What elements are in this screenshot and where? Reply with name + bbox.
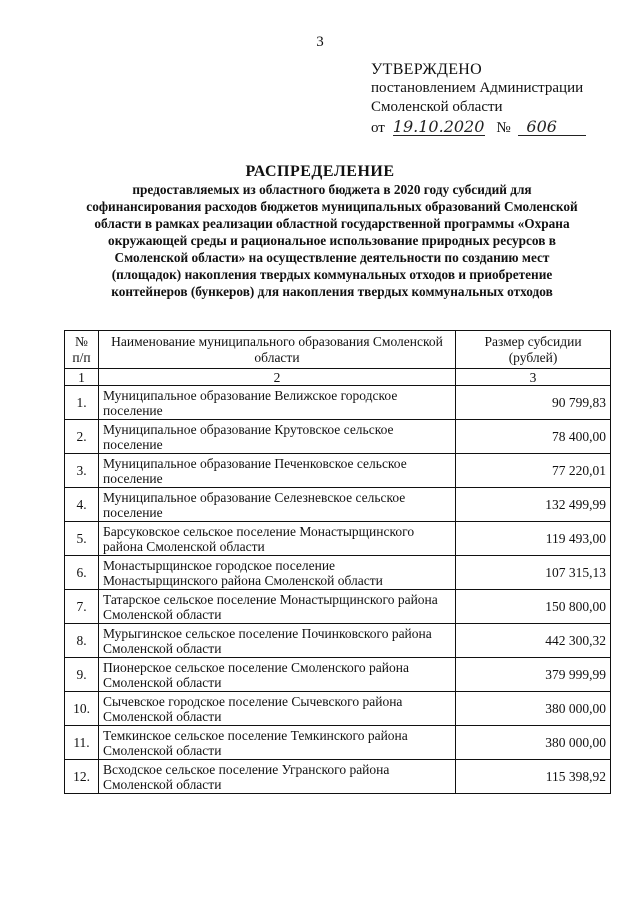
row-name: Барсуковское сельское поселение Монастырщинского района Смоленской области (99, 522, 456, 556)
table-row (65, 386, 611, 420)
document-title: РАСПРЕДЕЛЕНИЕ (245, 163, 395, 180)
table-row (65, 760, 611, 794)
row-amount: 132 499,99 (456, 488, 611, 522)
row-amount: 115 398,92 (456, 760, 611, 794)
row-name: Монастырщинское городское поселение Монастырщинского района Смоленской области (99, 556, 456, 590)
index-cell: 2 (99, 369, 456, 386)
header-num: № п/п (65, 331, 99, 369)
row-amount: 379 999,99 (456, 658, 611, 692)
approval-date-line (371, 119, 621, 138)
approval-line-2: Смоленской области (371, 99, 503, 115)
row-name: Мурыгинское сельское поселение Починковского района Смоленской области (99, 624, 456, 658)
row-amount: 380 000,00 (456, 692, 611, 726)
row-name: Сычевское городское поселение Сычевского района Смоленской области (99, 692, 456, 726)
row-amount: 90 799,83 (456, 386, 611, 420)
header-amount: Размер субсидии (рублей) (456, 331, 611, 369)
row-number: 2. (65, 420, 99, 454)
handwritten-date: 19.10.2020 (392, 117, 485, 136)
row-number: 10. (65, 692, 99, 726)
page-number: 3 (316, 34, 324, 50)
table-row (65, 624, 611, 658)
row-name: Муниципальное образование Селезневское сельское поселение (99, 488, 456, 522)
table-row (65, 556, 611, 590)
table-row (65, 692, 611, 726)
row-name: Всходское сельское поселение Угранского района Смоленской области (99, 760, 456, 794)
table-row (65, 488, 611, 522)
handwritten-number: 606 (518, 119, 586, 136)
approval-block (371, 60, 621, 138)
table-header-row (65, 331, 611, 369)
row-amount: 150 800,00 (456, 590, 611, 624)
table-row (65, 522, 611, 556)
row-number: 9. (65, 658, 99, 692)
row-number: 4. (65, 488, 99, 522)
table-row (65, 658, 611, 692)
table-row (65, 590, 611, 624)
row-amount: 78 400,00 (456, 420, 611, 454)
row-name: Муниципальное образование Печенковское сельское поселение (99, 454, 456, 488)
date-prefix: от (371, 120, 385, 136)
row-amount: 107 315,13 (456, 556, 611, 590)
document-subtitle: предоставляемых из областного бюджета в 2020 году субсидий для софинансирования расходов бюджетов муниципальных образований Смоленской области в рамках реализации областной государственной программы «Охрана окружающей среды и рациональное использование природных ресурсов в Смоленской области» на осуществление деятельности по созданию мест (площадок) накопления твердых коммунальных отходов и приобретение контейнеров (бункеров) для накопления твердых коммунальных отходов (86, 182, 578, 299)
row-name: Темкинское сельское поселение Темкинского района Смоленской области (99, 726, 456, 760)
row-amount: 119 493,00 (456, 522, 611, 556)
row-number: 3. (65, 454, 99, 488)
row-name: Муниципальное образование Велижское городское поселение (99, 386, 456, 420)
row-number: 8. (65, 624, 99, 658)
index-cell: 3 (456, 369, 611, 386)
row-name: Пионерское сельское поселение Смоленского района Смоленской области (99, 658, 456, 692)
row-amount: 380 000,00 (456, 726, 611, 760)
row-number: 5. (65, 522, 99, 556)
header-name: Наименование муниципального образования Смоленской области (99, 331, 456, 369)
row-number: 1. (65, 386, 99, 420)
number-label: № (496, 120, 511, 136)
index-cell: 1 (65, 369, 99, 386)
table-row (65, 726, 611, 760)
row-number: 12. (65, 760, 99, 794)
subsidy-table (64, 330, 611, 794)
row-name: Муниципальное образование Крутовское сельское поселение (99, 420, 456, 454)
row-amount: 442 300,32 (456, 624, 611, 658)
row-name: Татарское сельское поселение Монастырщинского района Смоленской области (99, 590, 456, 624)
table-row (65, 454, 611, 488)
approval-heading: УТВЕРЖДЕНО (371, 61, 483, 78)
row-number: 6. (65, 556, 99, 590)
row-number: 11. (65, 726, 99, 760)
row-amount: 77 220,01 (456, 454, 611, 488)
row-number: 7. (65, 590, 99, 624)
table-row (65, 420, 611, 454)
column-index-row (65, 369, 611, 386)
approval-line-1: постановлением Администрации (371, 80, 584, 96)
